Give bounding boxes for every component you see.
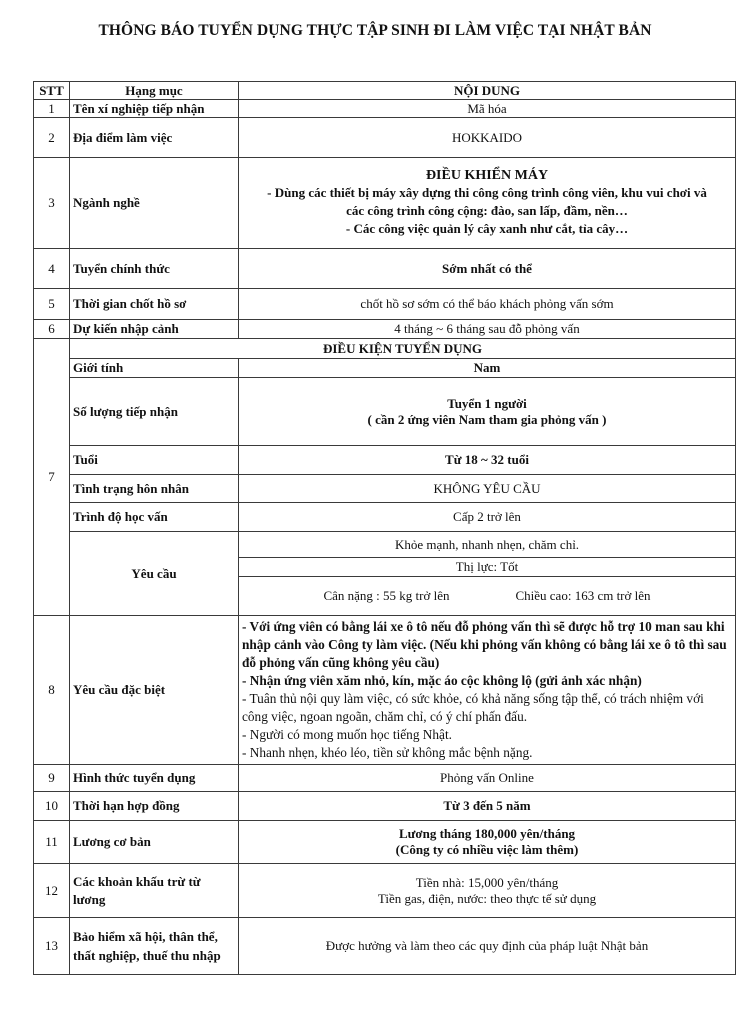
quantity-line: Tuyển 1 người [447, 395, 527, 411]
row-label: Thời gian chốt hồ sơ [70, 289, 239, 320]
recruitment-table [33, 81, 736, 975]
row-stt: 9 [34, 765, 70, 792]
requirement-health: Khỏe mạnh, nhanh nhẹn, chăm chỉ. [239, 532, 736, 558]
table-row [34, 532, 736, 558]
special-line: - Tuân thủ nội quy làm việc, có sức khỏe, có khả năng sống tập thể, có trách nhiệm với công việc, ngoan ngoãn, chăm chỉ, có ý chí phấn đấu. [242, 691, 704, 724]
row-value: HOKKAIDO [239, 118, 736, 158]
special-line: - Nhận ứng viên xăm nhỏ, kín, mặc áo cộc không lộ (gửi ảnh xác nhận) [242, 673, 642, 688]
row-label: Trình độ học vấn [70, 503, 239, 532]
row-stt: 10 [34, 792, 70, 821]
row-label: Dự kiến nhập cảnh [70, 320, 239, 339]
row-value: Cấp 2 trở lên [239, 503, 736, 532]
header-stt: STT [34, 82, 70, 100]
row-stt: 7 [34, 339, 70, 616]
table-row [34, 289, 736, 320]
salary-line: (Công ty có nhiều việc làm thêm) [395, 842, 579, 857]
table-row [34, 765, 736, 792]
row-value [239, 821, 736, 864]
row-label: Giới tính [70, 359, 239, 378]
row-stt: 8 [34, 616, 70, 765]
table-row [34, 475, 736, 503]
row-value: Mã hóa [239, 100, 736, 118]
salary-line: Lương tháng 180,000 yên/tháng [398, 826, 576, 841]
row-value: Nam [239, 359, 736, 378]
table-row [34, 320, 736, 339]
row-label: Địa điểm làm việc [70, 118, 239, 158]
table-row [34, 249, 736, 289]
row-label: Các khoản khấu trừ từ lương [70, 864, 239, 918]
row-label: Lương cơ bản [70, 821, 239, 864]
requirement-body [239, 577, 736, 616]
requirement-eyesight: Thị lực: Tốt [239, 558, 736, 577]
row-value: 4 tháng ~ 6 tháng sau đỗ phỏng vấn [239, 320, 736, 339]
header-content: NỘI DUNG [239, 82, 736, 100]
row-label: Tuổi [70, 446, 239, 475]
row-value: Từ 18 ~ 32 tuổi [239, 446, 736, 475]
row-value [239, 616, 736, 765]
row-label: Tình trạng hôn nhân [70, 475, 239, 503]
row-value: chốt hồ sơ sớm có thể báo khách phỏng vấn sớm [239, 289, 736, 320]
table-row [34, 446, 736, 475]
quantity-line: ( cần 2 ứng viên Nam tham gia phỏng vấn ) [367, 411, 607, 427]
deduction-line: Tiền gas, điện, nước: theo thực tế sử dụng [377, 890, 597, 906]
row-stt: 3 [34, 158, 70, 249]
table-row [34, 616, 736, 765]
table-row [34, 378, 736, 446]
job-line: các công trình công cộng: đào, san lấp, đầm, nền… [346, 203, 628, 218]
deduction-line: Tiền nhà: 15,000 yên/tháng [415, 874, 559, 890]
row-label: Bảo hiểm xã hội, thân thể, thất nghiệp, thuế thu nhập [70, 918, 239, 975]
row-stt: 6 [34, 320, 70, 339]
section-title: ĐIỀU KIỆN TUYỂN DỤNG [70, 339, 736, 359]
table-row [34, 821, 736, 864]
row-stt: 13 [34, 918, 70, 975]
table-header-row [34, 82, 736, 100]
row-stt: 5 [34, 289, 70, 320]
row-value: Được hưởng và làm theo các quy định của pháp luật Nhật bản [239, 918, 736, 975]
table-row [34, 918, 736, 975]
header-item: Hạng mục [70, 82, 239, 100]
job-line: - Dùng các thiết bị máy xây dựng thi công công trình công viên, khu vui chơi và [267, 185, 707, 200]
special-line: - Nhanh nhẹn, khéo léo, tiền sử không mắc bệnh nặng. [242, 745, 533, 760]
job-line: - Các công việc quản lý cây xanh như cắt, tỉa cây… [345, 221, 629, 236]
document-title: THÔNG BÁO TUYỂN DỤNG THỰC TẬP SINH ĐI LÀM VIỆC TẠI NHẬT BẢN [98, 22, 652, 39]
table-row [34, 864, 736, 918]
row-label: Hình thức tuyển dụng [70, 765, 239, 792]
special-line: - Người có mong muốn học tiếng Nhật. [242, 727, 452, 742]
row-label: Yêu cầu đặc biệt [70, 616, 239, 765]
row-value [239, 378, 736, 446]
row-value: Sớm nhất có thể [239, 249, 736, 289]
table-row [34, 158, 736, 249]
row-label: Tên xí nghiệp tiếp nhận [70, 100, 239, 118]
row-value [239, 158, 736, 249]
row-stt: 4 [34, 249, 70, 289]
row-label: Tuyển chính thức [70, 249, 239, 289]
row-stt: 1 [34, 100, 70, 118]
table-row [34, 503, 736, 532]
requirement-height: Chiều cao: 163 cm trở lên [515, 588, 651, 603]
requirement-weight: Cân nặng : 55 kg trở lên [323, 588, 450, 603]
section-header-row [34, 339, 736, 359]
job-heading: ĐIỀU KHIỂN MÁY [425, 168, 549, 183]
row-label: Số lượng tiếp nhận [70, 378, 239, 446]
row-label: Yêu cầu [70, 532, 239, 616]
row-stt: 12 [34, 864, 70, 918]
table-row [34, 118, 736, 158]
row-value: Từ 3 đến 5 năm [239, 792, 736, 821]
row-label: Ngành nghề [70, 158, 239, 249]
row-value: KHÔNG YÊU CẦU [239, 475, 736, 503]
row-stt: 2 [34, 118, 70, 158]
special-line: - Với ứng viên có bằng lái xe ô tô nếu đỗ phỏng vấn thì sẽ được hỗ trợ 10 man sau khi nhập cảnh vào Công ty làm việc. (Nếu khi phỏng vấn không có bằng lái xe ô tô thì sau đỗ phỏng vấn cũng không yêu cầu) [242, 619, 727, 670]
table-row [34, 100, 736, 118]
row-value [239, 864, 736, 918]
table-row [34, 792, 736, 821]
row-value: Phỏng vấn Online [239, 765, 736, 792]
row-label: Thời hạn hợp đồng [70, 792, 239, 821]
row-stt: 11 [34, 821, 70, 864]
table-row [34, 359, 736, 378]
